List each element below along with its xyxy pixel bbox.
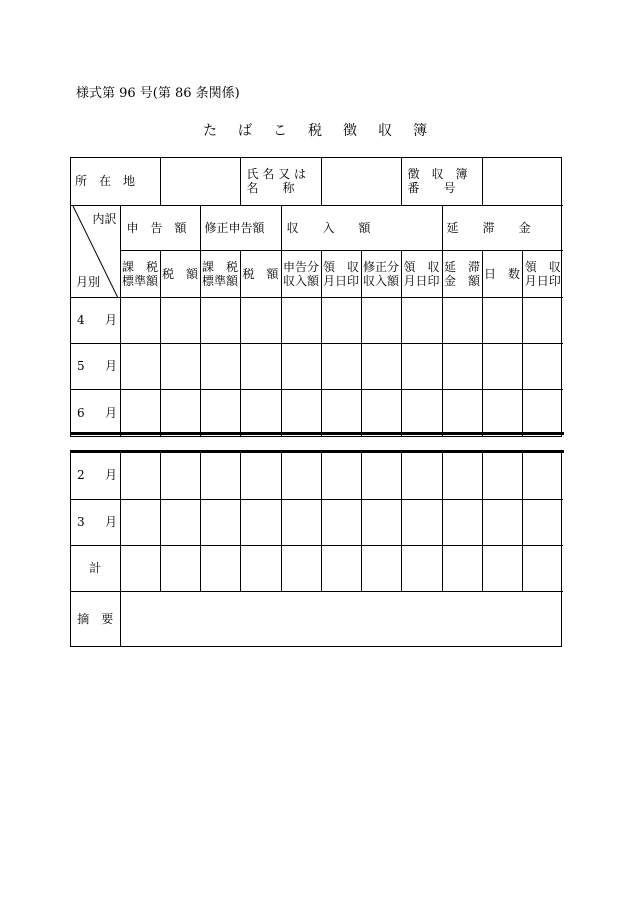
cell[interactable] xyxy=(522,389,563,436)
cell[interactable] xyxy=(442,389,482,436)
cell[interactable] xyxy=(482,545,522,591)
corner-breakdown-label: 内訳 xyxy=(92,211,117,226)
cell[interactable] xyxy=(321,389,361,436)
cell[interactable] xyxy=(240,389,281,436)
cell[interactable] xyxy=(361,499,401,545)
cell[interactable] xyxy=(281,499,321,545)
name-value[interactable] xyxy=(321,158,401,205)
cell[interactable] xyxy=(240,452,281,499)
cell[interactable] xyxy=(120,297,160,343)
taxable-base-header: 課 税 標準額 xyxy=(120,250,160,297)
cell[interactable] xyxy=(482,389,522,436)
cell[interactable] xyxy=(240,297,281,343)
book-number-label-line2: 番 号 xyxy=(407,181,456,196)
name-label-line1: 氏 名 又 は xyxy=(246,167,306,182)
cell[interactable] xyxy=(522,545,563,591)
delinquency-amount-header: 延 滞 金 額 xyxy=(442,250,482,297)
cell[interactable] xyxy=(442,545,482,591)
cell[interactable] xyxy=(240,343,281,389)
remarks-value[interactable] xyxy=(120,591,563,646)
cell[interactable] xyxy=(240,545,281,591)
cell[interactable] xyxy=(281,389,321,436)
cell[interactable] xyxy=(401,343,442,389)
total-label: 計 xyxy=(71,545,120,591)
cell[interactable] xyxy=(120,343,160,389)
cell[interactable] xyxy=(442,452,482,499)
month-label: 5 月 xyxy=(71,343,120,389)
cell[interactable] xyxy=(281,343,321,389)
cell[interactable] xyxy=(361,545,401,591)
cell[interactable] xyxy=(160,452,200,499)
collection-ledger-table-continued xyxy=(70,451,562,647)
cell[interactable] xyxy=(200,297,240,343)
cell[interactable] xyxy=(442,297,482,343)
location-value[interactable] xyxy=(160,158,240,205)
cell[interactable] xyxy=(200,389,240,436)
cell[interactable] xyxy=(482,499,522,545)
cell[interactable] xyxy=(321,452,361,499)
days-header: 日 数 xyxy=(482,250,522,297)
cell[interactable] xyxy=(160,545,200,591)
remarks-label: 摘 要 xyxy=(71,591,120,646)
delinquency-receipt-date-header: 領 収 月日印 xyxy=(522,250,563,297)
income-amount-header: 収 入 額 xyxy=(281,205,442,250)
cell[interactable] xyxy=(160,499,200,545)
cell[interactable] xyxy=(442,499,482,545)
form-number-label: 様式第 96 号(第 86 条関係) xyxy=(76,86,240,101)
cell[interactable] xyxy=(522,452,563,499)
cell[interactable] xyxy=(160,389,200,436)
cell[interactable] xyxy=(281,545,321,591)
cell[interactable] xyxy=(401,389,442,436)
book-number-value[interactable] xyxy=(482,158,563,205)
cell[interactable] xyxy=(321,297,361,343)
cell[interactable] xyxy=(522,297,563,343)
month-label: 3 月 xyxy=(71,499,120,545)
cell[interactable] xyxy=(401,297,442,343)
delinquency-header: 延 滞 金 xyxy=(442,205,563,250)
cell[interactable] xyxy=(120,389,160,436)
month-label: 6 月 xyxy=(71,389,120,436)
cell[interactable] xyxy=(321,545,361,591)
cell[interactable] xyxy=(522,343,563,389)
document-title: たばこ税徴収簿 xyxy=(203,123,448,139)
receipt-date-header: 領 収 月日印 xyxy=(321,250,361,297)
corner-cell xyxy=(71,205,120,297)
table-row xyxy=(71,452,563,499)
name-label-line2: 名 称 xyxy=(246,181,295,196)
amended-amount-header: 修正申告額 xyxy=(200,205,281,250)
book-number-label-cell xyxy=(401,158,482,205)
cell[interactable] xyxy=(361,297,401,343)
cell[interactable] xyxy=(401,452,442,499)
amended-receipt-date-header: 領 収 月日印 xyxy=(401,250,442,297)
amended-taxable-base-header: 課 税 標準額 xyxy=(200,250,240,297)
cell[interactable] xyxy=(160,343,200,389)
location-label: 所 在 地 xyxy=(75,174,136,189)
table-row-remarks xyxy=(71,591,563,646)
cell[interactable] xyxy=(522,499,563,545)
amended-tax-amount-header: 税 額 xyxy=(240,250,281,297)
declared-amount-header: 申 告 額 xyxy=(120,205,200,250)
declared-income-header: 申告分 収入額 xyxy=(281,250,321,297)
collection-ledger-table xyxy=(70,157,562,437)
cell[interactable] xyxy=(401,545,442,591)
table-row xyxy=(71,499,563,545)
cell[interactable] xyxy=(120,545,160,591)
table-row xyxy=(71,343,563,389)
location-label-cell xyxy=(71,158,160,205)
cell[interactable] xyxy=(321,343,361,389)
cell[interactable] xyxy=(200,452,240,499)
cell[interactable] xyxy=(200,545,240,591)
table-row xyxy=(71,297,563,343)
table-row xyxy=(71,389,563,436)
cell[interactable] xyxy=(361,343,401,389)
table-row-total xyxy=(71,545,563,591)
tax-amount-header: 税 額 xyxy=(160,250,200,297)
cell[interactable] xyxy=(482,343,522,389)
cell[interactable] xyxy=(200,343,240,389)
cell[interactable] xyxy=(240,499,281,545)
month-label: 2 月 xyxy=(71,452,120,499)
cell[interactable] xyxy=(120,452,160,499)
cell[interactable] xyxy=(120,499,160,545)
month-label: 4 月 xyxy=(71,297,120,343)
cell[interactable] xyxy=(401,499,442,545)
cell[interactable] xyxy=(361,452,401,499)
cell[interactable] xyxy=(482,297,522,343)
cell[interactable] xyxy=(482,452,522,499)
cell[interactable] xyxy=(361,389,401,436)
cell[interactable] xyxy=(281,297,321,343)
cell[interactable] xyxy=(200,499,240,545)
corner-month-label: 月別 xyxy=(76,274,101,289)
cell[interactable] xyxy=(321,499,361,545)
cell[interactable] xyxy=(160,297,200,343)
book-number-label-line1: 徴 収 簿 xyxy=(407,167,468,182)
cell[interactable] xyxy=(442,343,482,389)
break-line-upper xyxy=(70,432,564,435)
cell[interactable] xyxy=(281,452,321,499)
name-label-cell xyxy=(240,158,321,205)
amended-income-header: 修正分 収入額 xyxy=(361,250,401,297)
